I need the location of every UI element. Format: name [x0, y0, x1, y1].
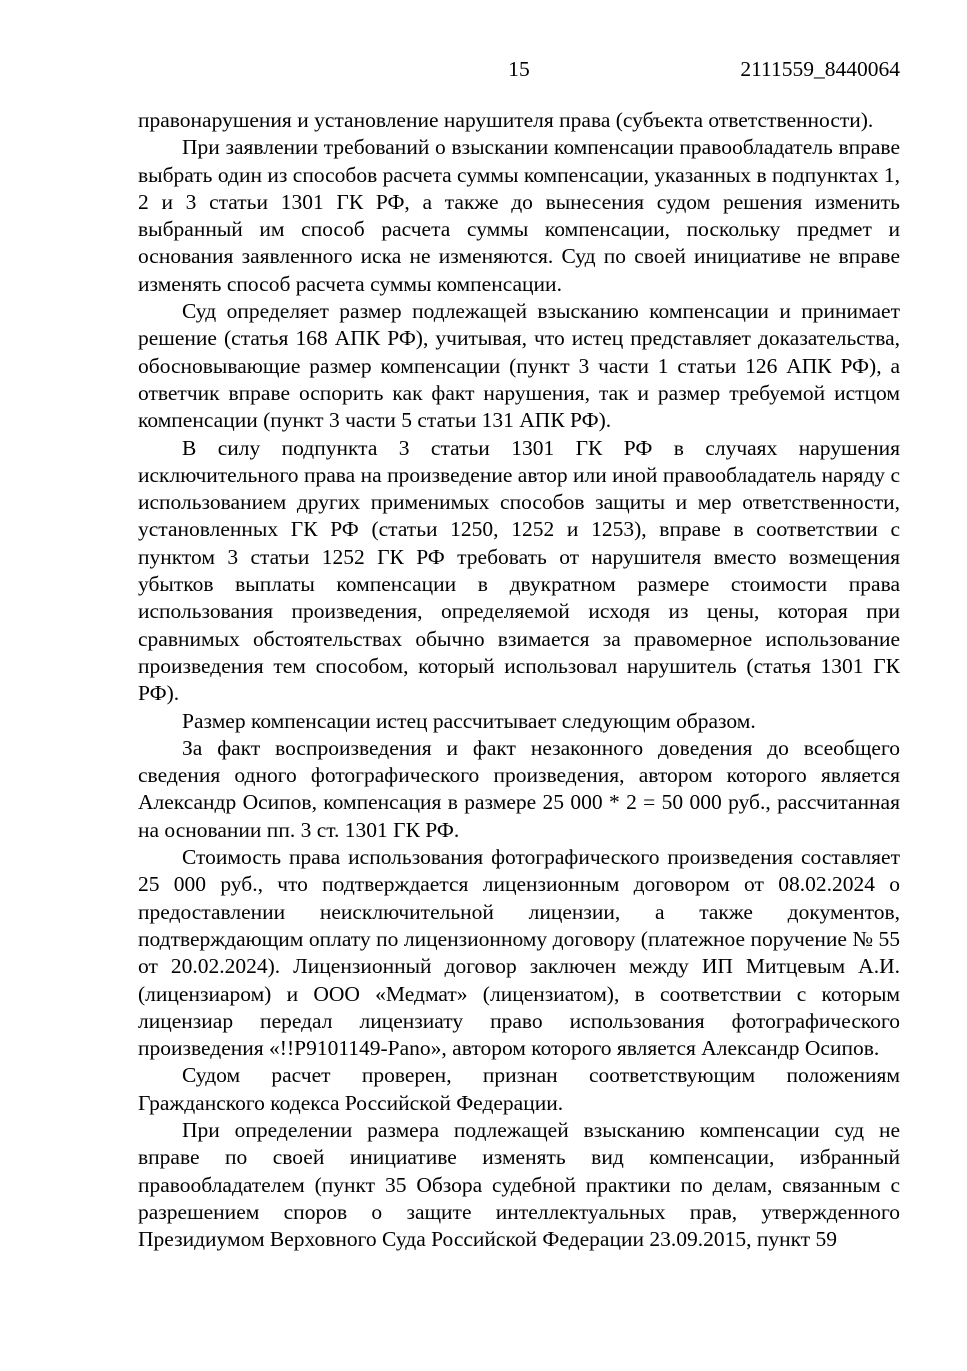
paragraph-2: При заявлении требований о взыскании компенсации правообладатель вправе выбрать один из способов расчета суммы компенсации, указанных в подпунктах 1, 2 и 3 статьи 1301 ГК РФ, а также до вынесения судом решения изменить выбранный им способ расчета суммы компенсации, поскольку предмет и основания заявленного иска не изменяются. Суд по своей инициативе не вправе изменять способ расчета суммы компенсации.	[138, 135, 900, 296]
paragraph-8: Судом расчет проверен, признан соответствующим положениям Гражданского кодекса Российской Федерации.	[138, 1063, 900, 1115]
paragraph-1: правонарушения и установление нарушителя права (субъекта ответственности).	[138, 108, 874, 132]
paragraph-7: Стоимость права использования фотографического произведения составляет 25 000 руб., что подтверждается лицензионным договором от 08.02.2024 о предоставлении неисключительной лицензии, а также документов, подтверждающим оплату по лицензионному договору (платежное поручение № 55 от 20.02.2024). Лицензионный договор заключен между ИП Митцевым А.И. (лицензиаром) и ООО «Медмат» (лицензиатом), в соответствии с которым лицензиар передал лицензиату право использования фотографического произведения «!!P9101149-Pano», автором которого является Александр Осипов.	[138, 845, 900, 1061]
paragraph-5: Размер компенсации истец рассчитывает следующим образом.	[182, 708, 756, 733]
paragraph-4: В силу подпункта 3 статьи 1301 ГК РФ в случаях нарушения исключительного права на произведение автор или иной правообладатель наряду с использованием других применимых способов защиты и мер ответственности, установленных ГК РФ (статьи 1250, 1252 и 1253), вправе в соответствии с пунктом 3 статьи 1252 ГК РФ требовать от нарушителя вместо возмещения убытков выплаты компенсации в двукратном размере стоимости права использования произведения, определяемой исходя из цены, которая при сравнимых обстоятельствах обычно взимается за правомерное использование произведения тем способом, который использовал нарушитель (статья 1301 ГК РФ).	[138, 435, 900, 706]
paragraph-6: За факт воспроизведения и факт незаконного доведения до всеобщего сведения одного фотографического произведения, автором которого является Александр Осипов, компенсация в размере 25 000 * 2 = 50 000 руб., рассчитанная на основании пп. 3 ст. 1301 ГК РФ.	[138, 735, 900, 842]
page-header	[138, 56, 900, 83]
paragraph-9: При определении размера подлежащей взысканию компенсации суд не вправе по своей инициативе изменять вид компенсации, избранный правообладателем (пункт 35 Обзора судебной практики по делам, связанным с разрешением споров о защите интеллектуальных прав, утвержденного Президиумом Верховного Суда Российской Федерации 23.09.2015, пункт 59	[138, 1117, 900, 1252]
document-content	[138, 56, 900, 1253]
document-body	[138, 107, 900, 1253]
document-code: 2111559_8440064	[740, 57, 900, 81]
paragraph-3: Суд определяет размер подлежащей взысканию компенсации и принимает решение (статья 168 АПК РФ), учитывая, что истец представляет доказательства, обосновывающие размер компенсации (пункт 3 части 1 статьи 126 АПК РФ), а ответчик вправе оспорить как факт нарушения, так и размер требуемой истцом компенсации (пункт 3 части 5 статьи 131 АПК РФ).	[138, 299, 900, 433]
page-number: 15	[508, 57, 530, 81]
